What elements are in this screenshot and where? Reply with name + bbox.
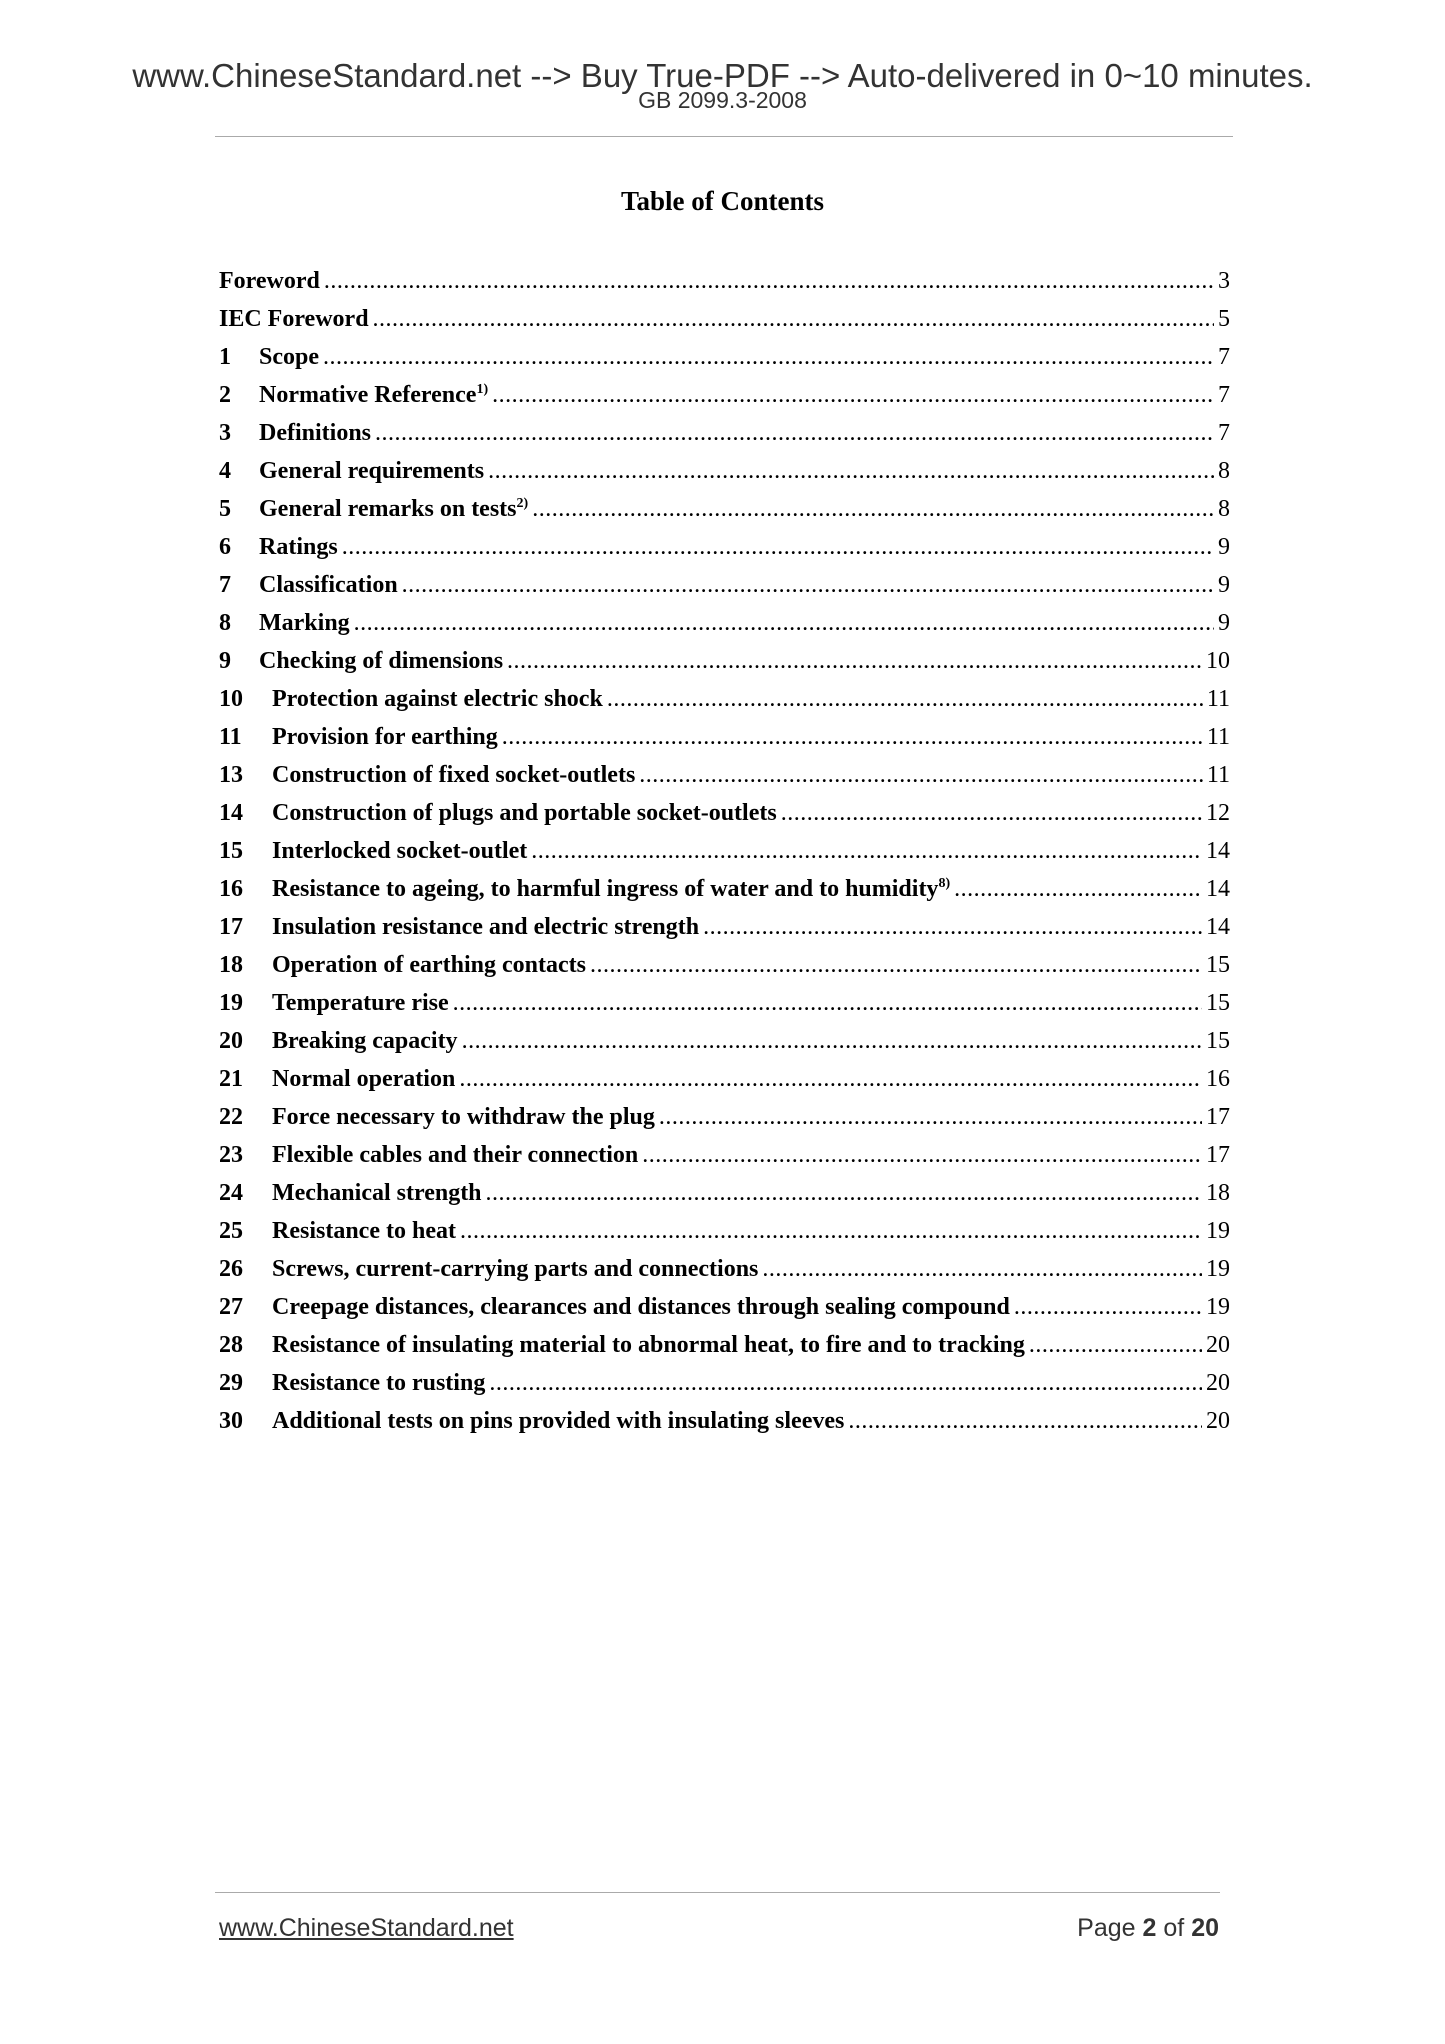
- toc-dot-leader: [532, 490, 1214, 528]
- toc-entry[interactable]: [219, 1174, 1230, 1212]
- toc-entry-number: 7: [219, 572, 231, 598]
- toc-entry-number: 20: [219, 1028, 243, 1054]
- toc-dot-leader: [607, 680, 1203, 718]
- toc-entry-label-text: General requirements: [259, 458, 485, 484]
- table-of-contents: [219, 262, 1230, 1440]
- page-total: 20: [1191, 1914, 1219, 1942]
- toc-entry-page: 7: [1218, 344, 1230, 370]
- toc-entry[interactable]: [219, 680, 1230, 718]
- toc-entry[interactable]: [219, 1212, 1230, 1250]
- toc-entry[interactable]: [219, 908, 1230, 946]
- toc-entry[interactable]: [219, 604, 1230, 642]
- toc-entry-label-text: Scope: [259, 344, 319, 370]
- toc-entry-label: [219, 262, 320, 300]
- toc-entry-label: [259, 528, 338, 566]
- toc-entry-page: 19: [1206, 1218, 1230, 1244]
- toc-entry-page: 3: [1218, 268, 1230, 294]
- toc-entry-page: 5: [1218, 306, 1230, 332]
- toc-entry[interactable]: [219, 338, 1230, 376]
- toc-entry[interactable]: [219, 756, 1230, 794]
- toc-entry-page: 9: [1218, 534, 1230, 560]
- toc-entry-page: 19: [1206, 1294, 1230, 1320]
- toc-entry-number: 5: [219, 496, 231, 522]
- toc-entry[interactable]: [219, 1250, 1230, 1288]
- toc-dot-leader: [1014, 1288, 1202, 1326]
- toc-dot-leader: [354, 604, 1214, 642]
- toc-dot-leader: [1029, 1326, 1202, 1364]
- toc-dot-leader: [703, 908, 1202, 946]
- toc-entry-label: [259, 338, 319, 376]
- toc-dot-leader: [954, 870, 1202, 908]
- toc-entry-page: 14: [1206, 914, 1230, 940]
- toc-entry[interactable]: [219, 1022, 1230, 1060]
- toc-dot-leader: [323, 338, 1214, 376]
- toc-entry-label: [272, 1060, 455, 1098]
- toc-entry[interactable]: [219, 262, 1230, 300]
- toc-entry-page: 14: [1206, 838, 1230, 864]
- toc-entry[interactable]: [219, 642, 1230, 680]
- toc-entry-number: 2: [219, 382, 231, 408]
- toc-entry-page: 7: [1218, 420, 1230, 446]
- toc-entry[interactable]: [219, 490, 1230, 528]
- toc-dot-leader: [507, 642, 1202, 680]
- header-banner[interactable]: www.ChineseStandard.net --> Buy True-PDF --> Auto-delivered in 0~10 minutes.: [132, 57, 1313, 94]
- toc-entry-label-text: Temperature rise: [272, 990, 449, 1016]
- toc-entry-number: 25: [219, 1218, 243, 1244]
- toc-entry-page: 14: [1206, 876, 1230, 902]
- toc-entry-page: 10: [1206, 648, 1230, 674]
- toc-entry-number: 18: [219, 952, 243, 978]
- footer-site-link[interactable]: www.ChineseStandard.net: [219, 1914, 514, 1942]
- toc-entry-label-text: Mechanical strength: [272, 1180, 482, 1206]
- toc-dot-leader: [531, 832, 1202, 870]
- toc-entry-page: 11: [1206, 762, 1230, 788]
- toc-entry-number: 14: [219, 800, 243, 826]
- toc-entry-label-text: Insulation resistance and electric strength: [272, 914, 700, 940]
- toc-entry-page: 12: [1206, 800, 1230, 826]
- toc-entry-label: [272, 1364, 485, 1402]
- toc-entry-number: 22: [219, 1104, 243, 1130]
- toc-entry-number: 29: [219, 1370, 243, 1396]
- toc-entry-label: [259, 604, 350, 642]
- toc-entry-label-text: Construction of plugs and portable socket-outlets: [272, 800, 777, 826]
- toc-entry-label: [259, 490, 528, 528]
- toc-entry-label-text: Resistance to ageing, to harmful ingress of water and to humidity: [272, 876, 939, 902]
- toc-entry-label: [272, 756, 635, 794]
- toc-entry-label-text: Checking of dimensions: [259, 648, 504, 674]
- toc-entry-label: [272, 1212, 456, 1250]
- toc-entry-number: 8: [219, 610, 231, 636]
- toc-entry-number: 30: [219, 1408, 243, 1434]
- toc-entry-page: 9: [1218, 572, 1230, 598]
- toc-entry-page: 7: [1218, 382, 1230, 408]
- toc-entry[interactable]: [219, 566, 1230, 604]
- toc-entry-label: [272, 680, 603, 718]
- toc-entry-label-text: Foreword: [219, 268, 320, 294]
- toc-entry-label: [272, 1174, 482, 1212]
- toc-entry-footnote: 2): [516, 496, 529, 511]
- toc-dot-leader: [762, 1250, 1202, 1288]
- toc-dot-leader: [402, 566, 1214, 604]
- toc-entry[interactable]: [219, 1402, 1230, 1440]
- toc-entry[interactable]: [219, 832, 1230, 870]
- toc-entry-page: 15: [1206, 952, 1230, 978]
- toc-dot-leader: [342, 528, 1214, 566]
- toc-entry-number: 4: [219, 458, 231, 484]
- toc-dot-leader: [781, 794, 1202, 832]
- toc-dot-leader: [502, 718, 1203, 756]
- toc-entry-number: 16: [219, 876, 243, 902]
- toc-entry-label: [272, 1326, 1025, 1364]
- toc-entry-page: 15: [1206, 1028, 1230, 1054]
- toc-entry-label: [272, 1402, 844, 1440]
- toc-dot-leader: [848, 1402, 1202, 1440]
- toc-dot-leader: [492, 376, 1214, 414]
- toc-entry-label-text: Creepage distances, clearances and distances through sealing compound: [272, 1294, 1010, 1320]
- toc-entry-label-text: Interlocked socket-outlet: [272, 838, 528, 864]
- toc-entry-label: [272, 870, 950, 908]
- toc-entry-label-text: Resistance to rusting: [272, 1370, 486, 1396]
- toc-entry-number: 10: [219, 686, 243, 712]
- toc-entry-label-text: Operation of earthing contacts: [272, 952, 586, 978]
- toc-entry-label: [259, 566, 398, 604]
- toc-entry-number: 28: [219, 1332, 243, 1358]
- toc-entry-label: [272, 908, 699, 946]
- toc-entry-number: 17: [219, 914, 243, 940]
- toc-dot-leader: [488, 452, 1214, 490]
- toc-entry[interactable]: [219, 452, 1230, 490]
- toc-title: Table of Contents: [620, 186, 825, 216]
- toc-entry-label-text: Screws, current-carrying parts and connections: [272, 1256, 759, 1282]
- toc-entry-number: 13: [219, 762, 243, 788]
- toc-entry-label: [259, 642, 503, 680]
- toc-dot-leader: [324, 262, 1214, 300]
- toc-entry-page: 20: [1206, 1370, 1230, 1396]
- toc-entry-label-text: Resistance to heat: [272, 1218, 456, 1244]
- toc-entry-page: 17: [1206, 1142, 1230, 1168]
- toc-entry-label-text: Definitions: [259, 420, 372, 446]
- page-prefix: Page: [1077, 1914, 1136, 1942]
- toc-dot-leader: [373, 300, 1214, 338]
- toc-entry-number: 27: [219, 1294, 243, 1320]
- toc-entry-page: 11: [1206, 724, 1230, 750]
- toc-entry-number: 21: [219, 1066, 243, 1092]
- header-divider: [215, 136, 1233, 137]
- toc-entry-label-text: Force necessary to withdraw the plug: [272, 1104, 655, 1130]
- toc-entry[interactable]: [219, 528, 1230, 566]
- toc-dot-leader: [489, 1364, 1202, 1402]
- footer-divider: [215, 1892, 1220, 1893]
- toc-entry-page: 19: [1206, 1256, 1230, 1282]
- toc-entry-number: 19: [219, 990, 243, 1016]
- toc-entry-label: [272, 1136, 638, 1174]
- toc-entry[interactable]: [219, 1288, 1230, 1326]
- toc-entry-page: 11: [1206, 686, 1230, 712]
- toc-entry-page: 17: [1206, 1104, 1230, 1130]
- page-of: of: [1163, 1914, 1185, 1942]
- toc-entry-page: 15: [1206, 990, 1230, 1016]
- toc-entry[interactable]: [219, 984, 1230, 1022]
- toc-entry-page: 20: [1206, 1332, 1230, 1358]
- toc-entry-label: [272, 1022, 458, 1060]
- toc-dot-leader: [453, 984, 1202, 1022]
- toc-entry-page: 8: [1218, 458, 1230, 484]
- page-current: 2: [1142, 1914, 1157, 1942]
- toc-entry[interactable]: [219, 1136, 1230, 1174]
- toc-entry-number: 24: [219, 1180, 243, 1206]
- toc-entry[interactable]: [219, 1098, 1230, 1136]
- toc-dot-leader: [486, 1174, 1202, 1212]
- toc-entry-label-text: Resistance of insulating material to abnormal heat, to fire and to tracking: [272, 1332, 1025, 1358]
- toc-entry-number: 11: [219, 724, 242, 750]
- toc-entry-label: [259, 452, 484, 490]
- toc-entry-label: [219, 300, 369, 338]
- toc-entry[interactable]: [219, 376, 1230, 414]
- toc-entry-label-text: Ratings: [259, 534, 338, 560]
- toc-entry[interactable]: [219, 1364, 1230, 1402]
- toc-dot-leader: [375, 414, 1214, 452]
- toc-entry-label-text: Protection against electric shock: [272, 686, 603, 712]
- toc-entry-page: 8: [1218, 496, 1230, 522]
- toc-entry-number: 9: [219, 648, 231, 674]
- toc-entry-label-text: Flexible cables and their connection: [272, 1142, 639, 1168]
- toc-dot-leader: [460, 1212, 1202, 1250]
- toc-entry-label-text: Additional tests on pins provided with insulating sleeves: [272, 1408, 845, 1434]
- toc-entry-number: 23: [219, 1142, 243, 1168]
- toc-entry[interactable]: [219, 1326, 1230, 1364]
- toc-entry-page: 18: [1206, 1180, 1230, 1206]
- toc-entry-label-text: Normal operation: [272, 1066, 456, 1092]
- toc-entry-number: 1: [219, 344, 231, 370]
- toc-entry-number: 15: [219, 838, 243, 864]
- toc-entry-label-text: General remarks on tests: [259, 496, 517, 522]
- toc-entry[interactable]: [219, 300, 1230, 338]
- toc-entry-label: [259, 376, 488, 414]
- toc-entry[interactable]: [219, 414, 1230, 452]
- toc-entry-page: 20: [1206, 1408, 1230, 1434]
- toc-entry-label-text: Classification: [259, 572, 398, 598]
- toc-dot-leader: [462, 1022, 1202, 1060]
- toc-entry-label-text: Marking: [259, 610, 350, 636]
- page-indicator: [1077, 1913, 1219, 1943]
- toc-entry[interactable]: [219, 718, 1230, 756]
- toc-dot-leader: [639, 756, 1203, 794]
- toc-entry-footnote: 8): [938, 876, 951, 891]
- toc-entry-number: 6: [219, 534, 231, 560]
- toc-entry[interactable]: [219, 1060, 1230, 1098]
- toc-dot-leader: [659, 1098, 1202, 1136]
- toc-entry-label: [272, 794, 777, 832]
- toc-dot-leader: [642, 1136, 1202, 1174]
- toc-entry-label-text: Normative Reference: [259, 382, 477, 408]
- toc-entry-footnote: 1): [476, 382, 489, 397]
- toc-entry-label: [272, 984, 449, 1022]
- toc-entry-label: [272, 946, 586, 984]
- toc-entry-number: 3: [219, 420, 231, 446]
- toc-entry-label: [272, 1250, 758, 1288]
- toc-entry-label-text: IEC Foreword: [219, 306, 369, 332]
- toc-entry-label: [272, 1098, 655, 1136]
- toc-entry[interactable]: [219, 794, 1230, 832]
- document-number: GB 2099.3-2008: [638, 87, 807, 113]
- toc-entry-label-text: Breaking capacity: [272, 1028, 458, 1054]
- toc-entry-label: [272, 1288, 1010, 1326]
- toc-entry-label: [272, 718, 498, 756]
- toc-entry-label: [259, 414, 371, 452]
- toc-entry-page: 16: [1206, 1066, 1230, 1092]
- toc-entry-number: 26: [219, 1256, 243, 1282]
- toc-dot-leader: [459, 1060, 1202, 1098]
- toc-entry-label: [272, 832, 527, 870]
- toc-entry[interactable]: [219, 870, 1230, 908]
- toc-entry-page: 9: [1218, 610, 1230, 636]
- toc-entry-label-text: Provision for earthing: [272, 724, 498, 750]
- toc-dot-leader: [590, 946, 1202, 984]
- toc-entry[interactable]: [219, 946, 1230, 984]
- toc-entry-label-text: Construction of fixed socket-outlets: [272, 762, 636, 788]
